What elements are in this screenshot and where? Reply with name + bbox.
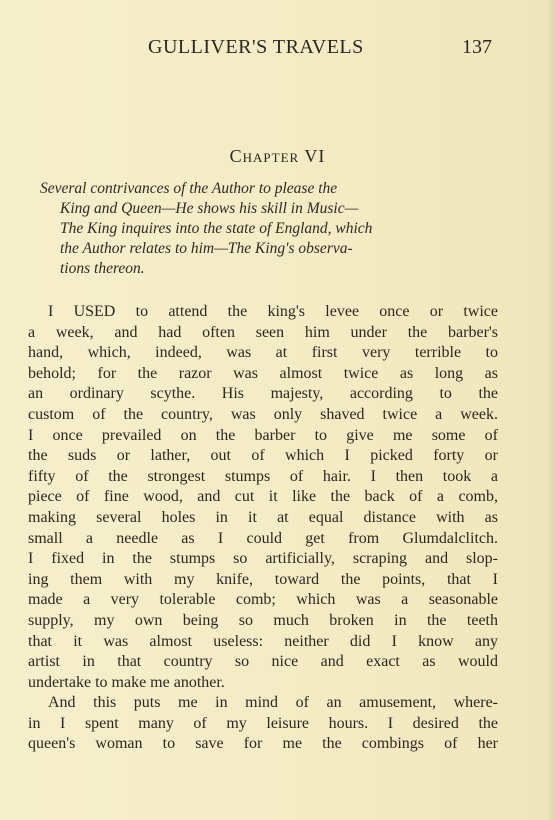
text-line: queen's woman to save for me the combings of her [28,735,498,753]
synopsis-line: the Author relates to him—The King's observa- [60,240,353,257]
text-line: small a needle as I could get from Glumdalclitch. [28,529,498,547]
text-line: custom of the country, was only shaved twice a week. [28,405,498,423]
text-line: hand, which, indeed, was at first very terrible to [28,344,498,362]
text-line: in I spent many of my leisure hours. I desired the [28,714,498,732]
text-line: a week, and had often seen him under the barber's [28,323,498,341]
paragraph-1 [28,302,498,693]
text-line: piece of fine wood, and cut it like the back of a comb, [28,488,498,506]
text-line: made a very tolerable comb; which was a seasonable [28,591,498,609]
synopsis-line: tions thereon. [60,260,145,277]
running-title: GULLIVER'S TRAVELS [148,36,364,58]
text-line: making several holes in it at equal distance with as [28,508,498,526]
chapter-heading: Chapter VI [229,146,326,166]
text-line: undertake to make me another. [28,673,225,691]
text-line: that it was almost useless: neither did I know any [28,632,498,650]
text-line: fifty of the strongest stumps of hair. I then took a [28,467,498,485]
synopsis-line: King and Queen—He shows his skill in Music— [60,200,359,217]
synopsis-line: The King inquires into the state of England, which [60,220,373,237]
text-line: I fixed in the stumps so artificially, scraping and slop- [28,550,498,568]
chapter-synopsis [40,179,500,279]
body-text [28,302,498,755]
page-edge-shadow [547,0,555,820]
synopsis-line: Several contrivances of the Author to please the [40,180,338,197]
paragraph-2 [28,693,498,755]
text-line: behold; for the razor was almost twice as long as [28,364,498,382]
text-line: I once prevailed on the barber to give me some of [28,426,498,444]
text-line: the suds or lather, out of which I picked forty or [28,447,498,465]
text-line: an ordinary scythe. His majesty, according to the [28,385,498,403]
text-line: artist in that country so nice and exact as would [28,653,498,671]
text-line: ing them with my knife, toward the points, that I [28,570,498,588]
text-line: And this puts me in mind of an amusement, where- [48,694,498,712]
running-head [0,36,555,66]
page-number: 137 [462,36,492,58]
text-line: supply, my own being so much broken in the teeth [28,611,498,629]
text-line: I USED to attend the king's levee once or twice [48,303,498,320]
